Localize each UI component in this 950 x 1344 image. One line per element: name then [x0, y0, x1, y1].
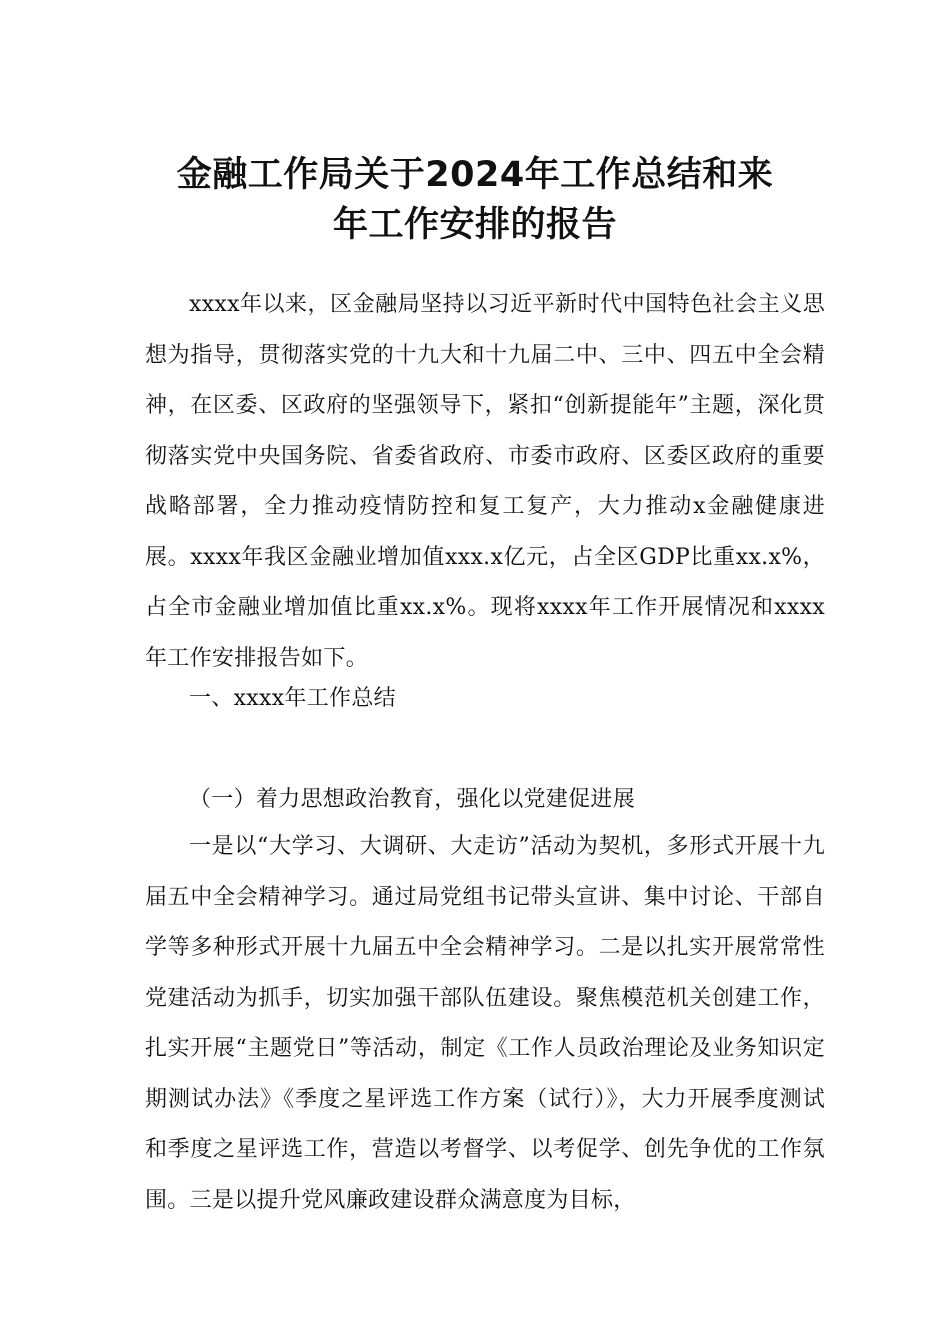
- subsection-paragraph: 一是以“大学习、大调研、大走访”活动为契机，多形式开展十九届五中全会精神学习。通过局党组书记带头宣讲、集中讨论、干部自学等多种形式开展十九届五中全会精神学习。二是以扎实开展常常性党建活动为抓手，切实加强干部队伍建设。聚焦模范机关创建工作，扎实开展“主题党日”等活动，制定《工作人员政治理论及业务知识定期测试办法》《季度之星评选工作方案（试行）》，大力开展季度测试和季度之星评选工作，营造以考督学、以考促学、创先争优的工作氛围。三是以提升党风廉政建设群众满意度为目标，: [145, 834, 825, 1213]
- title-line-2: 年工作安排的报告: [332, 205, 617, 246]
- subsection-heading: （一）着力思想政治教育，强化以党建促进展: [189, 787, 636, 812]
- section-heading: 一、xxxx年工作总结: [189, 686, 396, 711]
- document-title: [0, 150, 950, 250]
- intro-paragraph: xxxx年以来，区金融局坚持以习近平新时代中国特色社会主义思想为指导，贯彻落实党的十九大和十九届二中、三中、四五中全会精神，在区委、区政府的坚强领导下，紧扣“创新提能年”主题，深化贯彻落实党中央国务院、省委省政府、市委市政府、区委区政府的重要战略部署，全力推动疫情防控和复工复产，大力推动x金融健康进展。xxxx年我区金融业增加值xxx.x亿元，占全区GDP比重xx.x%，占全市金融业增加值比重xx.x%。现将xxxx年工作开展情况和xxxx年工作安排报告如下。: [145, 292, 825, 671]
- title-line-1: 金融工作局关于2024年工作总结和来: [176, 155, 774, 196]
